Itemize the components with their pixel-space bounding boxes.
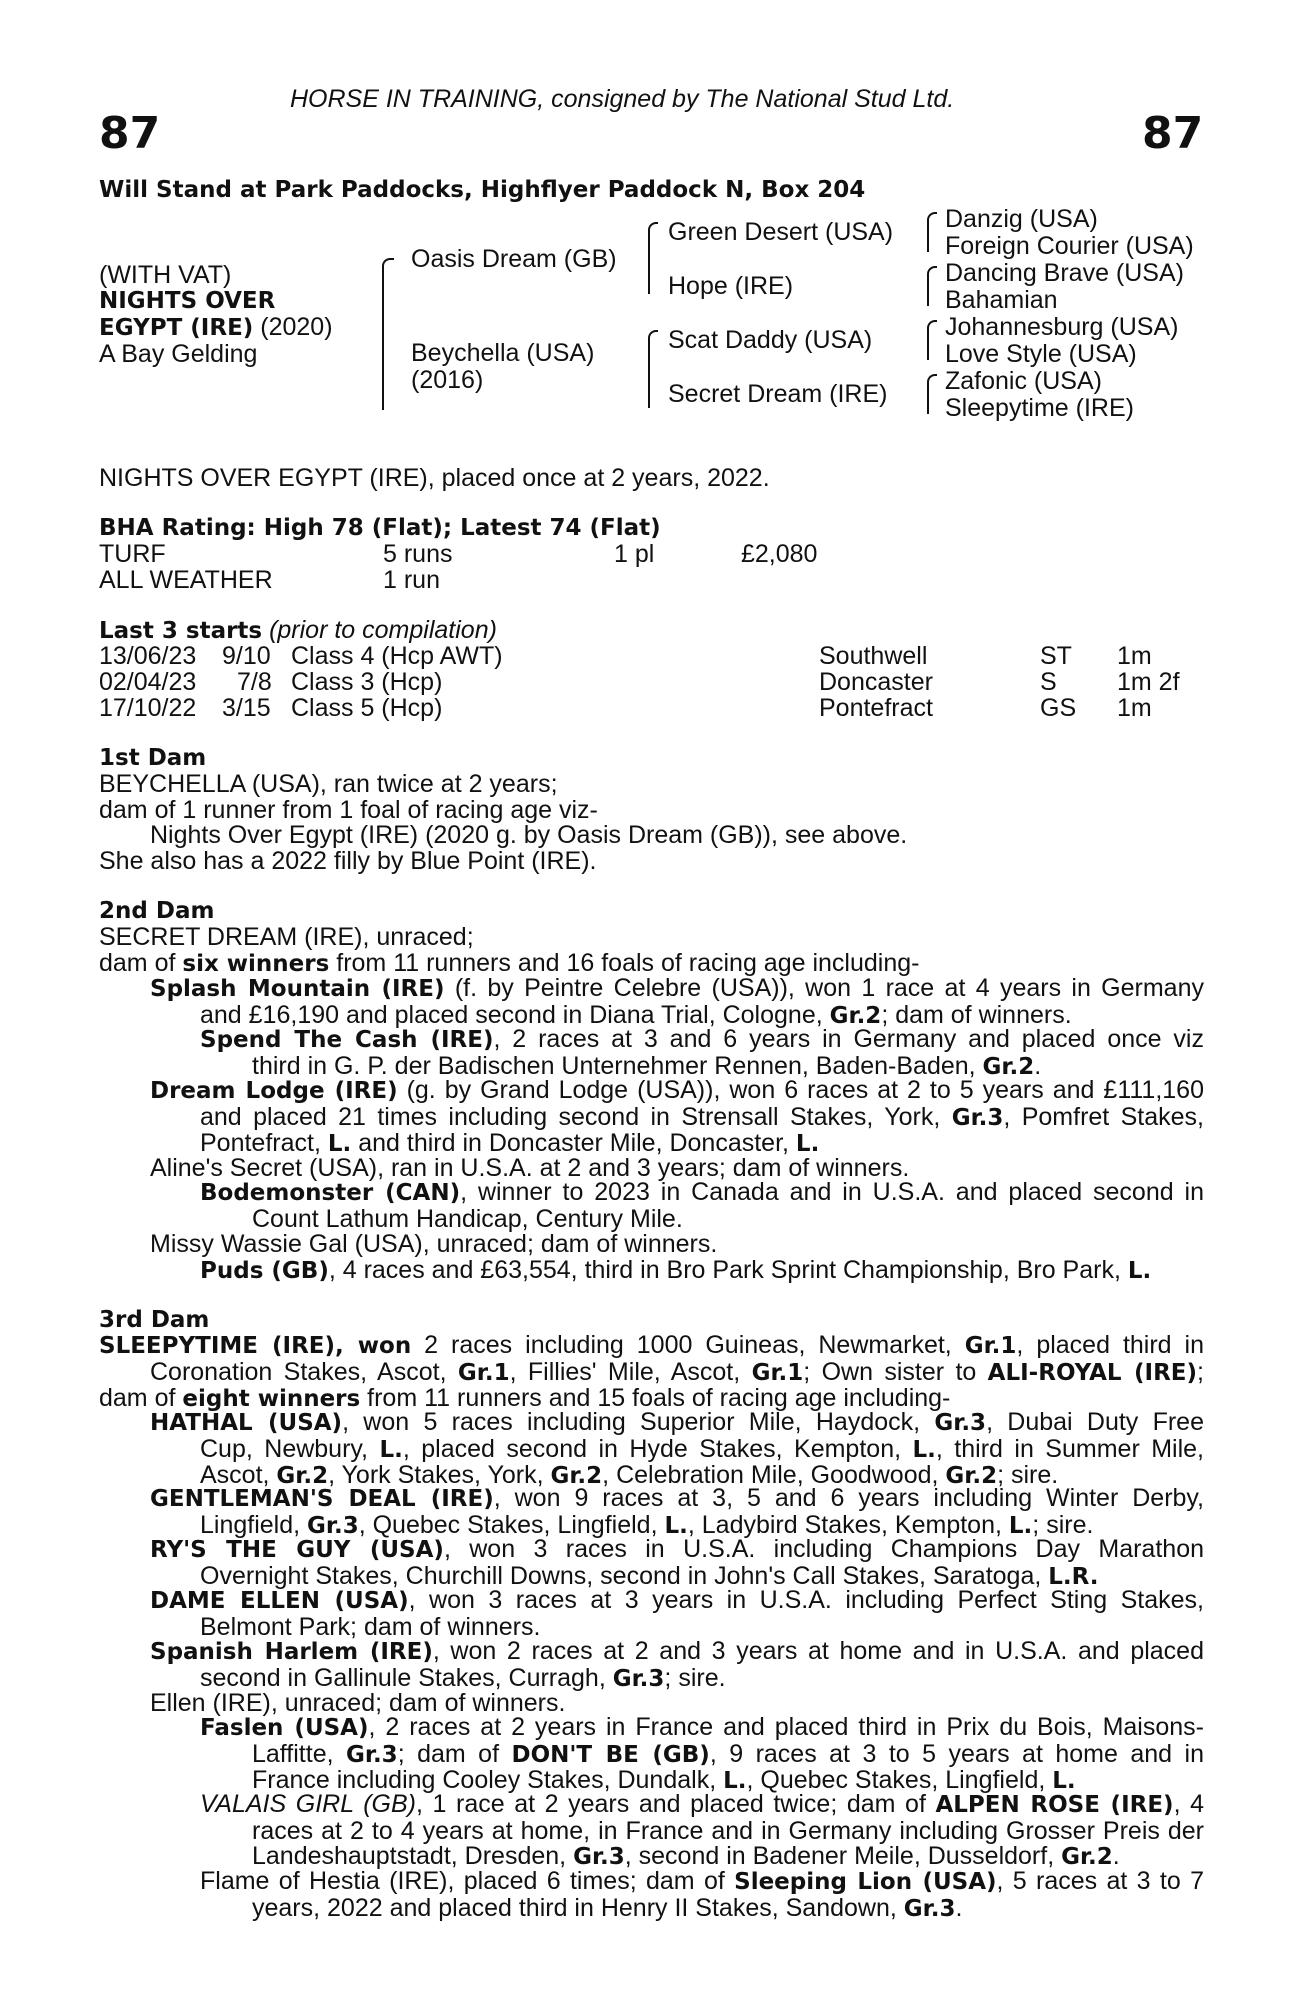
first-dam-title: 1st Dam <box>99 745 207 771</box>
pedigree-brace <box>927 266 937 306</box>
produce-faslen: Faslen (USA), 2 races at 2 years in France and placed third in Prix du Bois, Maisons- Laffitte, Gr.3; dam of DON'T BE (GB), 9 races at 3 to 5 years at home and in France including Cooley Stakes, Dundalk, L., Quebec Stakes, Lingfield, L. <box>200 1713 1204 1794</box>
pedigree-sire-sire: Green Desert (USA) <box>668 218 894 246</box>
pedigree-brace <box>648 222 658 294</box>
start-distance: 1m <box>1117 642 1152 670</box>
catalogue-header: HORSE IN TRAINING, consigned by The National Stud Ltd. <box>290 85 955 113</box>
vat-note: (WITH VAT) <box>99 261 232 289</box>
rating-surface: ALL WEATHER <box>99 566 273 594</box>
start-distance: 1m <box>1117 694 1152 722</box>
rating-prize: £2,080 <box>741 540 818 568</box>
rating-runs: 1 run <box>383 566 440 594</box>
produce-dame-ellen: DAME ELLEN (USA), won 3 races at 3 years in U.S.A. including Perfect Sting Stakes, Belmont Park; dam of winners. <box>150 1586 1204 1641</box>
third-dam-title: 3rd Dam <box>99 1307 210 1333</box>
produce-dream-lodge: Dream Lodge (IRE) (g. by Grand Lodge (USA)), won 6 races at 2 to 5 years and £111,160 and placed 21 times including second in Strensall Stakes, York, Gr.3, Pomfret Stakes, Pontefract, L. and third in Doncaster Mile, Doncaster, L. <box>150 1076 1204 1157</box>
start-going: GS <box>1040 694 1077 722</box>
first-dam-line: BEYCHELLA (USA), ran twice at 2 years; <box>99 770 558 798</box>
first-dam-line: Nights Over Egypt (IRE) (2020 g. by Oasis Dream (GB)), see above. <box>150 821 908 849</box>
start-going: S <box>1040 668 1057 696</box>
pedigree-gg: Zafonic (USA) <box>945 367 1102 395</box>
rating-surface: TURF <box>99 540 166 568</box>
start-course: Pontefract <box>819 694 933 722</box>
pedigree-gg: Sleepytime (IRE) <box>945 394 1134 422</box>
second-dam-line: SECRET DREAM (IRE), unraced; <box>99 923 474 951</box>
pedigree-brace <box>927 320 937 360</box>
rating-runs: 5 runs <box>383 540 453 568</box>
horse-name-line2: EGYPT (IRE) (2020) <box>99 313 333 341</box>
start-position: 7/8 <box>237 668 272 696</box>
start-date: 13/06/23 <box>99 642 197 670</box>
produce-puds: Puds (GB), 4 races and £63,554, third in Bro Park Sprint Championship, Bro Park, L. <box>200 1256 1152 1284</box>
produce-gentlemans-deal: GENTLEMAN'S DEAL (IRE), won 9 races at 3, 5 and 6 years including Winter Derby, Lingfield, Gr.3, Quebec Stakes, Lingfield, L., Ladybird Stakes, Kempton, L.; sire. <box>150 1484 1205 1539</box>
start-going: ST <box>1040 642 1072 670</box>
stable-location: Will Stand at Park Paddocks, Highflyer Paddock N, Box 204 <box>99 177 866 203</box>
last-starts-title: Last 3 starts (prior to compilation) <box>99 616 497 644</box>
pedigree-gg: Foreign Courier (USA) <box>945 232 1194 260</box>
pedigree-sire: Oasis Dream (GB) <box>411 245 617 273</box>
rating-placed: 1 pl <box>614 540 655 568</box>
first-dam-line: She also has a 2022 filly by Blue Point (IRE). <box>99 847 597 875</box>
start-course: Southwell <box>819 642 928 670</box>
lot-number-left: 87 <box>99 108 161 159</box>
first-dam-line: dam of 1 runner from 1 foal of racing age viz- <box>99 796 598 824</box>
pedigree-brace <box>927 374 937 414</box>
produce-alines-secret: Aline's Secret (USA), ran in U.S.A. at 2 and 3 years; dam of winners. <box>150 1154 910 1182</box>
third-dam-sleepytime: SLEEPYTIME (IRE), won 2 races including 1000 Guineas, Newmarket, Gr.1, placed third in Coronation Stakes, Ascot, Gr.1, Fillies' Mile, Ascot, Gr.1; Own sister to ALI-ROYAL (IRE); dam of eight winners from 11 runners and 15 foals of racing age including- <box>99 1331 1204 1412</box>
bha-rating: BHA Rating: High 78 (Flat); Latest 74 (Flat) <box>99 515 661 541</box>
produce-missy-wassie-gal: Missy Wassie Gal (USA), unraced; dam of winners. <box>150 1230 718 1258</box>
racing-summary: NIGHTS OVER EGYPT (IRE), placed once at 2 years, 2022. <box>99 464 770 492</box>
start-position: 9/10 <box>222 642 271 670</box>
produce-splash-mountain: Splash Mountain (IRE) (f. by Peintre Celebre (USA)), won 1 race at 4 years in Germany and £16,190 and placed second in Diana Trial, Cologne, Gr.2; dam of winners. <box>150 974 1204 1029</box>
pedigree-gg: Bahamian <box>945 286 1058 314</box>
horse-description: A Bay Gelding <box>99 340 258 368</box>
pedigree-gg: Love Style (USA) <box>945 340 1137 368</box>
produce-hathal: HATHAL (USA), won 5 races including Superior Mile, Haydock, Gr.3, Dubai Duty Free Cup, Newbury, L., placed second in Hyde Stakes, Kempton, L., third in Summer Mile, Ascot, Gr.2, York Stakes, York, Gr.2, Celebration Mile, Goodwood, Gr.2; sire. <box>150 1408 1205 1489</box>
pedigree-dam-sire: Scat Daddy (USA) <box>668 326 873 354</box>
produce-valais-girl: VALAIS GIRL (GB), 1 race at 2 years and placed twice; dam of ALPEN ROSE (IRE), 4 races at 2 to 4 years at home, in France and in Germany including Grosser Preis der Landeshauptstadt, Dresden, Gr.3, second in Badener Meile, Dusseldorf, Gr.2. <box>200 1790 1204 1870</box>
pedigree-brace <box>382 258 394 410</box>
start-race: Class 3 (Hcp) <box>291 668 443 696</box>
produce-spend-the-cash: Spend The Cash (IRE), 2 races at 3 and 6 years in Germany and placed once viz third in G. P. der Badischen Unternehmer Rennen, Baden-Baden, Gr.2. <box>200 1025 1204 1080</box>
lot-number-right: 87 <box>1142 108 1204 159</box>
produce-rys-the-guy: RY'S THE GUY (USA), won 3 races in U.S.A. including Champions Day Marathon Overnight Stakes, Churchill Downs, second in John's Call Stakes, Saratoga, L.R. <box>150 1535 1204 1590</box>
pedigree-gg: Dancing Brave (USA) <box>945 259 1184 287</box>
produce-spanish-harlem: Spanish Harlem (IRE), won 2 races at 2 and 3 years at home and in U.S.A. and placed second in Gallinule Stakes, Curragh, Gr.3; sire. <box>150 1637 1204 1692</box>
pedigree-brace <box>648 330 658 408</box>
produce-flame-of-hestia: Flame of Hestia (IRE), placed 6 times; dam of Sleeping Lion (USA), 5 races at 3 to 7 years, 2022 and placed third in Henry II Stakes, Sandown, Gr.3. <box>200 1867 1204 1922</box>
start-date: 17/10/22 <box>99 694 197 722</box>
start-race: Class 5 (Hcp) <box>291 694 443 722</box>
start-race: Class 4 (Hcp AWT) <box>291 642 503 670</box>
horse-name-line1: NIGHTS OVER <box>99 288 276 314</box>
pedigree-dam-year: (2016) <box>411 366 484 394</box>
produce-bodemonster: Bodemonster (CAN), winner to 2023 in Canada and in U.S.A. and placed second in Count Lathum Handicap, Century Mile. <box>200 1178 1204 1233</box>
second-dam-line: dam of six winners from 11 runners and 16 foals of racing age including- <box>99 949 920 977</box>
pedigree-gg: Johannesburg (USA) <box>945 313 1179 341</box>
start-course: Doncaster <box>819 668 933 696</box>
start-distance: 1m 2f <box>1117 668 1180 696</box>
start-date: 02/04/23 <box>99 668 197 696</box>
pedigree-sire-dam: Hope (IRE) <box>668 272 794 300</box>
pedigree-gg: Danzig (USA) <box>945 205 1098 233</box>
pedigree-brace <box>927 212 937 252</box>
pedigree-dam: Beychella (USA) <box>411 339 595 367</box>
produce-ellen: Ellen (IRE), unraced; dam of winners. <box>150 1689 566 1717</box>
pedigree-dam-dam: Secret Dream (IRE) <box>668 380 888 408</box>
second-dam-title: 2nd Dam <box>99 898 215 924</box>
start-position: 3/15 <box>222 694 271 722</box>
